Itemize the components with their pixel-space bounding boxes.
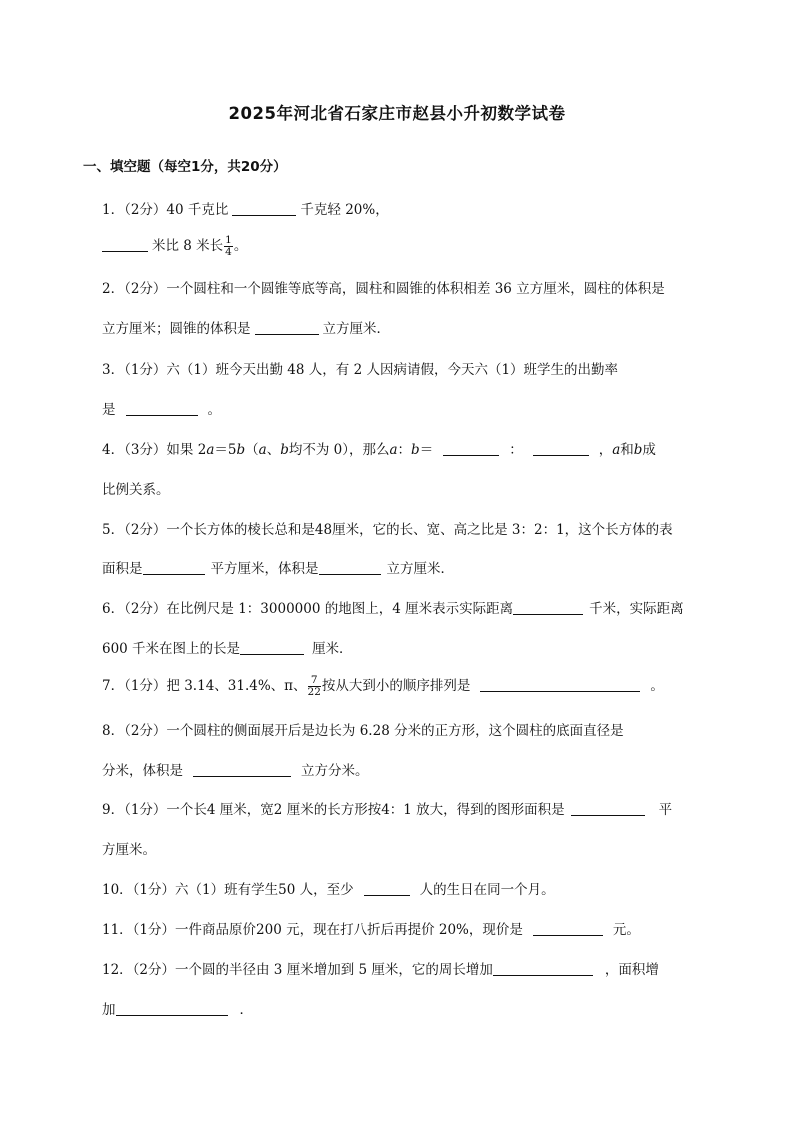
question-3-line-1: 3．（1分）六（1）班今天出勤 48 人，有 2 人因病请假，今天六（1）班学生的出勤率 bbox=[102, 362, 619, 378]
q4-var: a bbox=[612, 442, 621, 458]
q7-text-b: 按从大到小的顺序排列是 bbox=[321, 678, 471, 694]
q8-text-b: 分米，体积是 bbox=[102, 763, 183, 779]
question-8-line-2 bbox=[102, 759, 369, 779]
question-3-line-2 bbox=[102, 398, 221, 418]
q4-text: （ bbox=[245, 442, 259, 458]
q4-text: ＝5 bbox=[214, 442, 237, 458]
question-1-line-1 bbox=[102, 198, 389, 218]
q4-text: 成 bbox=[642, 442, 656, 458]
q4-text: ： bbox=[397, 442, 412, 458]
fraction-numerator: 7 bbox=[308, 675, 321, 687]
fraction-denominator: 22 bbox=[307, 686, 321, 698]
answer-blank[interactable] bbox=[319, 560, 381, 575]
q11-text-a: 11．（1分）一件商品原价200 元，现在打八折后再提价 20%，现价是 bbox=[102, 922, 523, 938]
q4-var: a bbox=[258, 442, 267, 458]
question-12-line-1 bbox=[102, 958, 659, 978]
q8-text-c: 立方分米。 bbox=[301, 763, 369, 779]
question-8-line-1: 8．（2分）一个圆柱的侧面展开后是边长为 6.28 分米的正方形，这个圆柱的底面直径是 bbox=[102, 723, 624, 739]
q4-var: b bbox=[411, 442, 420, 458]
q12-text-c: 加 bbox=[102, 1002, 116, 1018]
q12-text-d: ． bbox=[239, 1002, 253, 1018]
q5-text-b: 面积是 bbox=[102, 561, 143, 577]
answer-blank[interactable] bbox=[102, 237, 148, 252]
q1-text-d: 。 bbox=[233, 238, 248, 254]
q2-text-c: 立方厘米． bbox=[322, 321, 390, 337]
answer-blank[interactable] bbox=[513, 600, 583, 615]
q1-text-b: 千克轻 20%， bbox=[300, 202, 389, 218]
page-title: 2025年河北省石家庄市赵县小升初数学试卷 bbox=[228, 104, 566, 123]
q3-text-c: 。 bbox=[207, 402, 221, 418]
q4-var: b bbox=[280, 442, 289, 458]
q4-text: 4．（3分）如果 2 bbox=[102, 442, 207, 458]
question-2-line-2 bbox=[102, 317, 390, 337]
answer-blank[interactable] bbox=[533, 921, 603, 936]
q4-var: a bbox=[206, 442, 215, 458]
question-9-line-1 bbox=[102, 798, 672, 818]
section-heading: 一、填空题（每空1分，共20分） bbox=[83, 159, 287, 175]
answer-blank[interactable] bbox=[126, 401, 198, 416]
question-6-line-1 bbox=[102, 597, 684, 617]
answer-blank[interactable] bbox=[533, 441, 589, 456]
question-5-line-2 bbox=[102, 557, 454, 577]
q12-text-b: ，面积增 bbox=[604, 962, 659, 978]
fraction-1-4 bbox=[224, 235, 233, 258]
q6-text-b: 千米，实际距离 bbox=[589, 601, 684, 617]
answer-blank[interactable] bbox=[116, 1001, 228, 1016]
answer-blank[interactable] bbox=[443, 441, 499, 456]
answer-blank[interactable] bbox=[255, 320, 319, 335]
question-5-line-1: 5．（2分）一个长方体的棱长总和是48厘米，它的长、宽、高之比是 3：2：1，这个长方体的表 bbox=[102, 522, 673, 538]
q4-var: b bbox=[633, 442, 643, 458]
q4-var: b bbox=[236, 442, 246, 458]
q6-text-d: 厘米． bbox=[312, 641, 353, 657]
q10-text-b: 人的生日在同一个月。 bbox=[419, 882, 555, 898]
q10-text-a: 10．（1分）六（1）班有学生50 人，至少 bbox=[102, 882, 354, 898]
answer-blank[interactable] bbox=[143, 560, 205, 575]
q2-text-b: 立方厘米；圆锥的体积是 bbox=[102, 321, 251, 337]
q12-text-a: 12．（2分）一个圆的半径由 3 厘米增加到 5 厘米，它的周长增加 bbox=[102, 962, 493, 978]
q5-text-d: 立方厘米． bbox=[386, 561, 454, 577]
question-6-line-2 bbox=[102, 637, 353, 657]
q4-text: 和 bbox=[620, 442, 634, 458]
q9-text-b: 平 bbox=[658, 802, 673, 818]
q4-text: 均不为 0），那么 bbox=[288, 442, 390, 458]
answer-blank[interactable] bbox=[232, 201, 296, 216]
answer-blank[interactable] bbox=[493, 961, 593, 976]
q11-text-b: 元。 bbox=[612, 922, 640, 938]
q6-text-a: 6．（2分）在比例尺是 1：3000000 的地图上，4 厘米表示实际距离 bbox=[102, 601, 514, 617]
q4-text: ： bbox=[509, 442, 523, 458]
fraction-7-22 bbox=[308, 675, 321, 698]
answer-blank[interactable] bbox=[364, 881, 410, 896]
question-7-line bbox=[102, 674, 664, 698]
q7-text-a: 7．（1分）把 3.14、31.4%、π、 bbox=[102, 678, 307, 694]
q4-var: a bbox=[389, 442, 398, 458]
fraction-denominator: 4 bbox=[225, 246, 232, 258]
q7-text-c: 。 bbox=[650, 678, 664, 694]
q4-text: 、 bbox=[266, 442, 281, 458]
q3-text-b: 是 bbox=[102, 402, 116, 418]
fraction-numerator: 1 bbox=[225, 234, 232, 246]
answer-blank[interactable] bbox=[571, 801, 645, 816]
question-2-line-1: 2．（2分）一个圆柱和一个圆锥等底等高，圆柱和圆锥的体积相差 36 立方厘米，圆柱的体积是 bbox=[102, 281, 665, 297]
answer-blank[interactable] bbox=[193, 762, 291, 777]
answer-blank[interactable] bbox=[240, 640, 304, 655]
question-4-line-2: 比例关系。 bbox=[102, 482, 170, 498]
question-9-line-2: 方厘米。 bbox=[102, 842, 156, 858]
question-1-line-2 bbox=[102, 234, 247, 258]
question-4-line-1 bbox=[102, 438, 656, 458]
question-11-line bbox=[102, 918, 640, 938]
q5-text-c: 平方厘米，体积是 bbox=[210, 561, 319, 577]
question-12-line-2 bbox=[102, 998, 253, 1018]
answer-blank[interactable] bbox=[480, 677, 640, 692]
q1-text-c: 米比 8 米长 bbox=[152, 238, 224, 254]
q9-text-a: 9．（1分）一个长4 厘米，宽2 厘米的长方形按4：1 放大，得到的图形面积是 bbox=[102, 802, 565, 818]
question-10-line bbox=[102, 878, 555, 898]
q4-text: ＝ bbox=[419, 442, 434, 458]
q6-text-c: 600 千米在图上的长是 bbox=[102, 641, 241, 657]
q1-text-a: 1．（2分）40 千克比 bbox=[102, 202, 229, 218]
q4-text: ， bbox=[598, 442, 613, 458]
